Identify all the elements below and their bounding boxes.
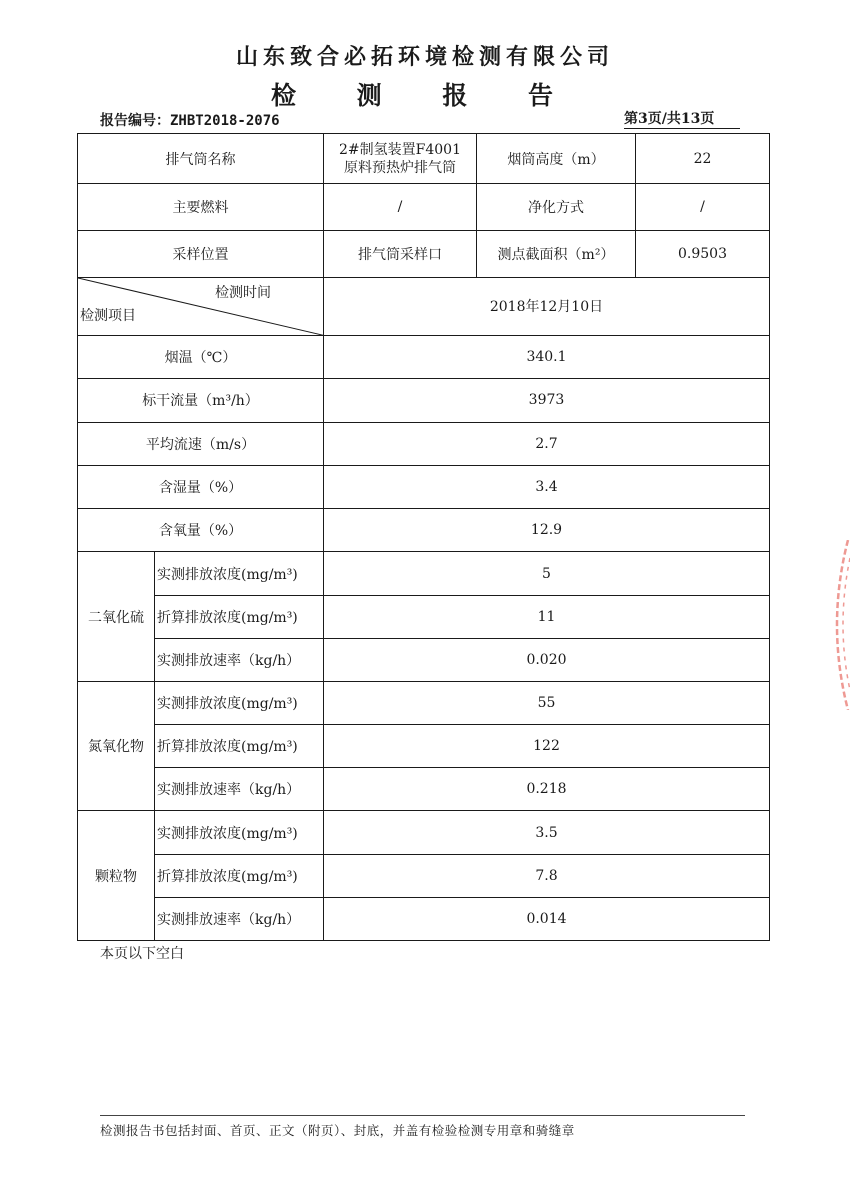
table-row: [78, 552, 770, 595]
metric-value: 3.5: [324, 811, 770, 854]
table-row: [78, 854, 770, 897]
metric-label: 实测排放浓度(mg/m³): [155, 811, 324, 854]
pollutant-name: 二氧化硫: [78, 552, 155, 681]
metric-value: 55: [324, 681, 770, 724]
metric-label: 折算排放浓度(mg/m³): [155, 595, 324, 638]
table-row: [78, 184, 770, 231]
metric-value: 0.020: [324, 638, 770, 681]
stack-name-value: [324, 134, 477, 184]
test-date: 2018年12月10日: [324, 277, 770, 335]
stack-height-label: 烟筒高度（m）: [477, 134, 636, 184]
table-row: [78, 231, 770, 277]
param-label: 标干流量（m³/h）: [78, 378, 324, 422]
metric-label: 折算排放浓度(mg/m³): [155, 725, 324, 768]
table-row: [78, 378, 770, 422]
metric-label: 实测排放速率（kg/h）: [155, 897, 324, 940]
stack-name-line1: 2#制氢装置F4001: [339, 141, 461, 158]
section-area-label: 测点截面积（m²）: [477, 231, 636, 277]
metric-label: 实测排放浓度(mg/m³): [155, 681, 324, 724]
section-area-value: 0.9503: [636, 231, 770, 277]
report-number: 报告编号：ZHBT2018-2076: [100, 113, 280, 129]
fuel-label: 主要燃料: [78, 184, 324, 231]
table-row: [78, 134, 770, 184]
table-row: [78, 638, 770, 681]
param-value: 340.1: [324, 335, 770, 378]
metric-value: 7.8: [324, 854, 770, 897]
table-row: [78, 466, 770, 509]
test-results-table: [77, 133, 770, 941]
stack-name-line2: 原料预热炉排气筒: [344, 159, 456, 176]
param-label: 烟温（℃）: [78, 335, 324, 378]
stack-name-label: 排气筒名称: [78, 134, 324, 184]
table-row: [78, 509, 770, 552]
sampling-position-label: 采样位置: [78, 231, 324, 277]
header-item-label: 检测项目: [80, 307, 136, 324]
param-value: 3.4: [324, 466, 770, 509]
page-number-underline: [624, 128, 740, 129]
param-value: 12.9: [324, 509, 770, 552]
table-row: [78, 595, 770, 638]
metric-label: 实测排放浓度(mg/m³): [155, 552, 324, 595]
table-row: [78, 768, 770, 811]
metric-value: 0.218: [324, 768, 770, 811]
pollutant-name: 氮氧化物: [78, 681, 155, 810]
param-label: 平均流速（m/s）: [78, 423, 324, 466]
metric-value: 122: [324, 725, 770, 768]
metric-label: 实测排放速率（kg/h）: [155, 768, 324, 811]
table-row: [78, 897, 770, 940]
table-row: [78, 423, 770, 466]
param-label: 含氧量（%）: [78, 509, 324, 552]
metric-label: 实测排放速率（kg/h）: [155, 638, 324, 681]
purification-value: /: [636, 184, 770, 231]
sampling-position-value: 排气筒采样口: [324, 231, 477, 277]
fuel-value: /: [324, 184, 477, 231]
metric-label: 折算排放浓度(mg/m³): [155, 854, 324, 897]
table-row: [78, 681, 770, 724]
report-title: 检 测 报 告: [270, 81, 580, 110]
footer-divider: [100, 1115, 745, 1116]
blank-below-note: 本页以下空白: [100, 946, 184, 962]
header-time-label: 检测时间: [215, 284, 271, 301]
param-value: 3973: [324, 378, 770, 422]
metric-value: 5: [324, 552, 770, 595]
param-label: 含湿量（%）: [78, 466, 324, 509]
param-value: 2.7: [324, 423, 770, 466]
diagonal-header-cell: [78, 277, 324, 335]
table-row: [78, 335, 770, 378]
table-row: [78, 811, 770, 854]
seal-stamp-fragment: [822, 540, 850, 710]
footer-note: 检测报告书包括封面、首页、正文（附页）、封底，并盖有检验检测专用章和骑缝章: [100, 1123, 575, 1138]
table-row: [78, 277, 770, 335]
pollutant-name: 颗粒物: [78, 811, 155, 941]
metric-value: 11: [324, 595, 770, 638]
purification-label: 净化方式: [477, 184, 636, 231]
page-number: 第3页/共13页: [624, 111, 715, 127]
metric-value: 0.014: [324, 897, 770, 940]
stack-height-value: 22: [636, 134, 770, 184]
table-row: [78, 725, 770, 768]
company-name: 山东致合必拓环境检测有限公司: [235, 45, 614, 70]
